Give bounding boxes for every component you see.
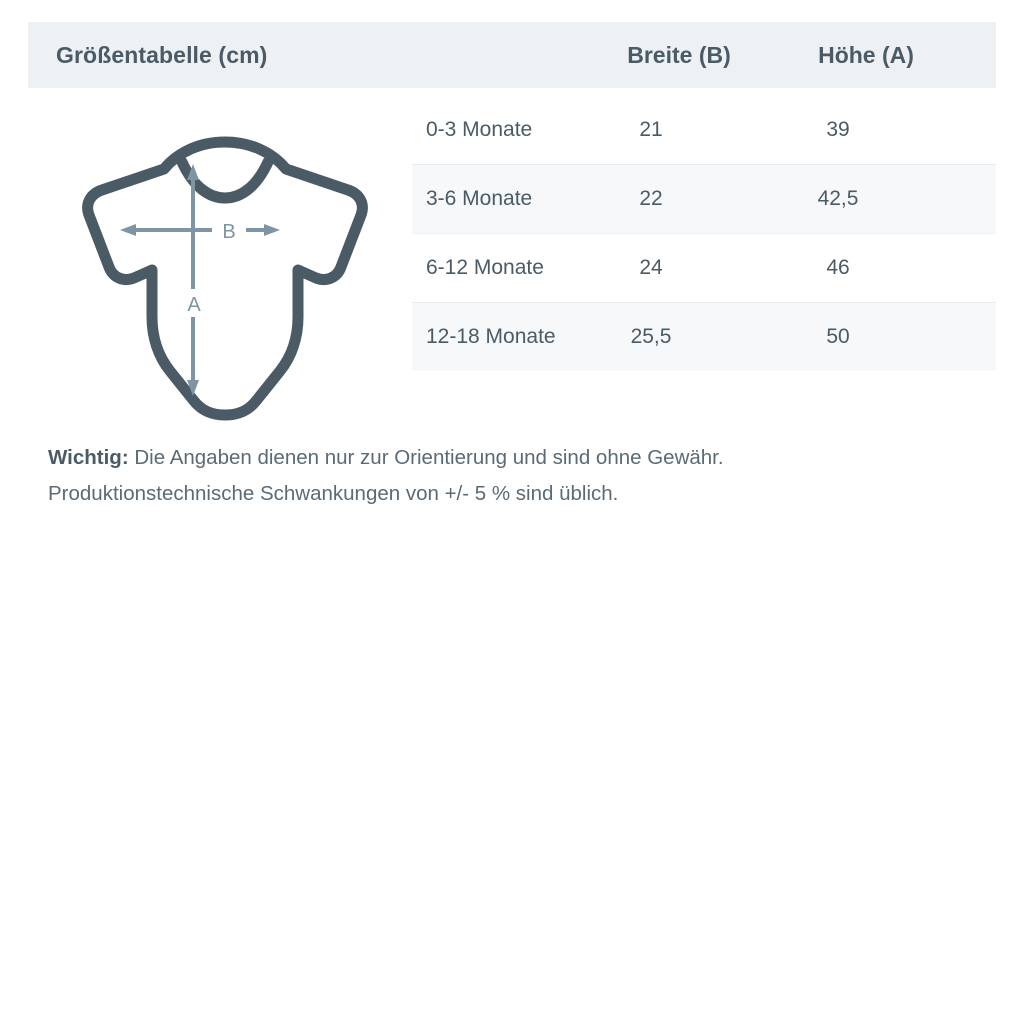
cell-width: 25,5 <box>630 325 672 348</box>
cell-height: 50 <box>826 325 850 348</box>
cell-size: 6-12 Monate <box>426 256 544 279</box>
disclaimer-note <box>48 440 978 512</box>
table-row <box>412 303 996 371</box>
disclaimer-line-1: Die Angaben dienen nur zur Orientierung und sind ohne Gewähr. <box>128 446 724 469</box>
table-row <box>412 165 996 234</box>
table-row <box>412 96 996 165</box>
label-height: A <box>187 294 201 316</box>
cell-height: 46 <box>826 256 850 279</box>
column-header-width: Breite (B) <box>627 41 731 68</box>
cell-size: 3-6 Monate <box>426 187 533 210</box>
baby-bodysuit-diagram <box>60 112 390 422</box>
table-header <box>28 22 996 88</box>
column-header-height: Höhe (A) <box>818 41 914 68</box>
label-width: B <box>222 221 236 243</box>
cell-size: 12-18 Monate <box>426 325 556 348</box>
disclaimer-line-2: Produktionstechnische Schwankungen von +/- 5 % sind üblich. <box>48 482 619 505</box>
disclaimer-lead: Wichtig: <box>48 446 129 469</box>
cell-height: 39 <box>826 118 850 141</box>
page-title: Größentabelle (cm) <box>56 41 268 68</box>
cell-size: 0-3 Monate <box>426 118 533 141</box>
cell-width: 22 <box>639 187 663 210</box>
cell-height: 42,5 <box>817 187 859 210</box>
cell-width: 21 <box>639 118 663 141</box>
cell-width: 24 <box>639 256 663 279</box>
table-row <box>412 234 996 303</box>
size-table <box>412 96 996 371</box>
